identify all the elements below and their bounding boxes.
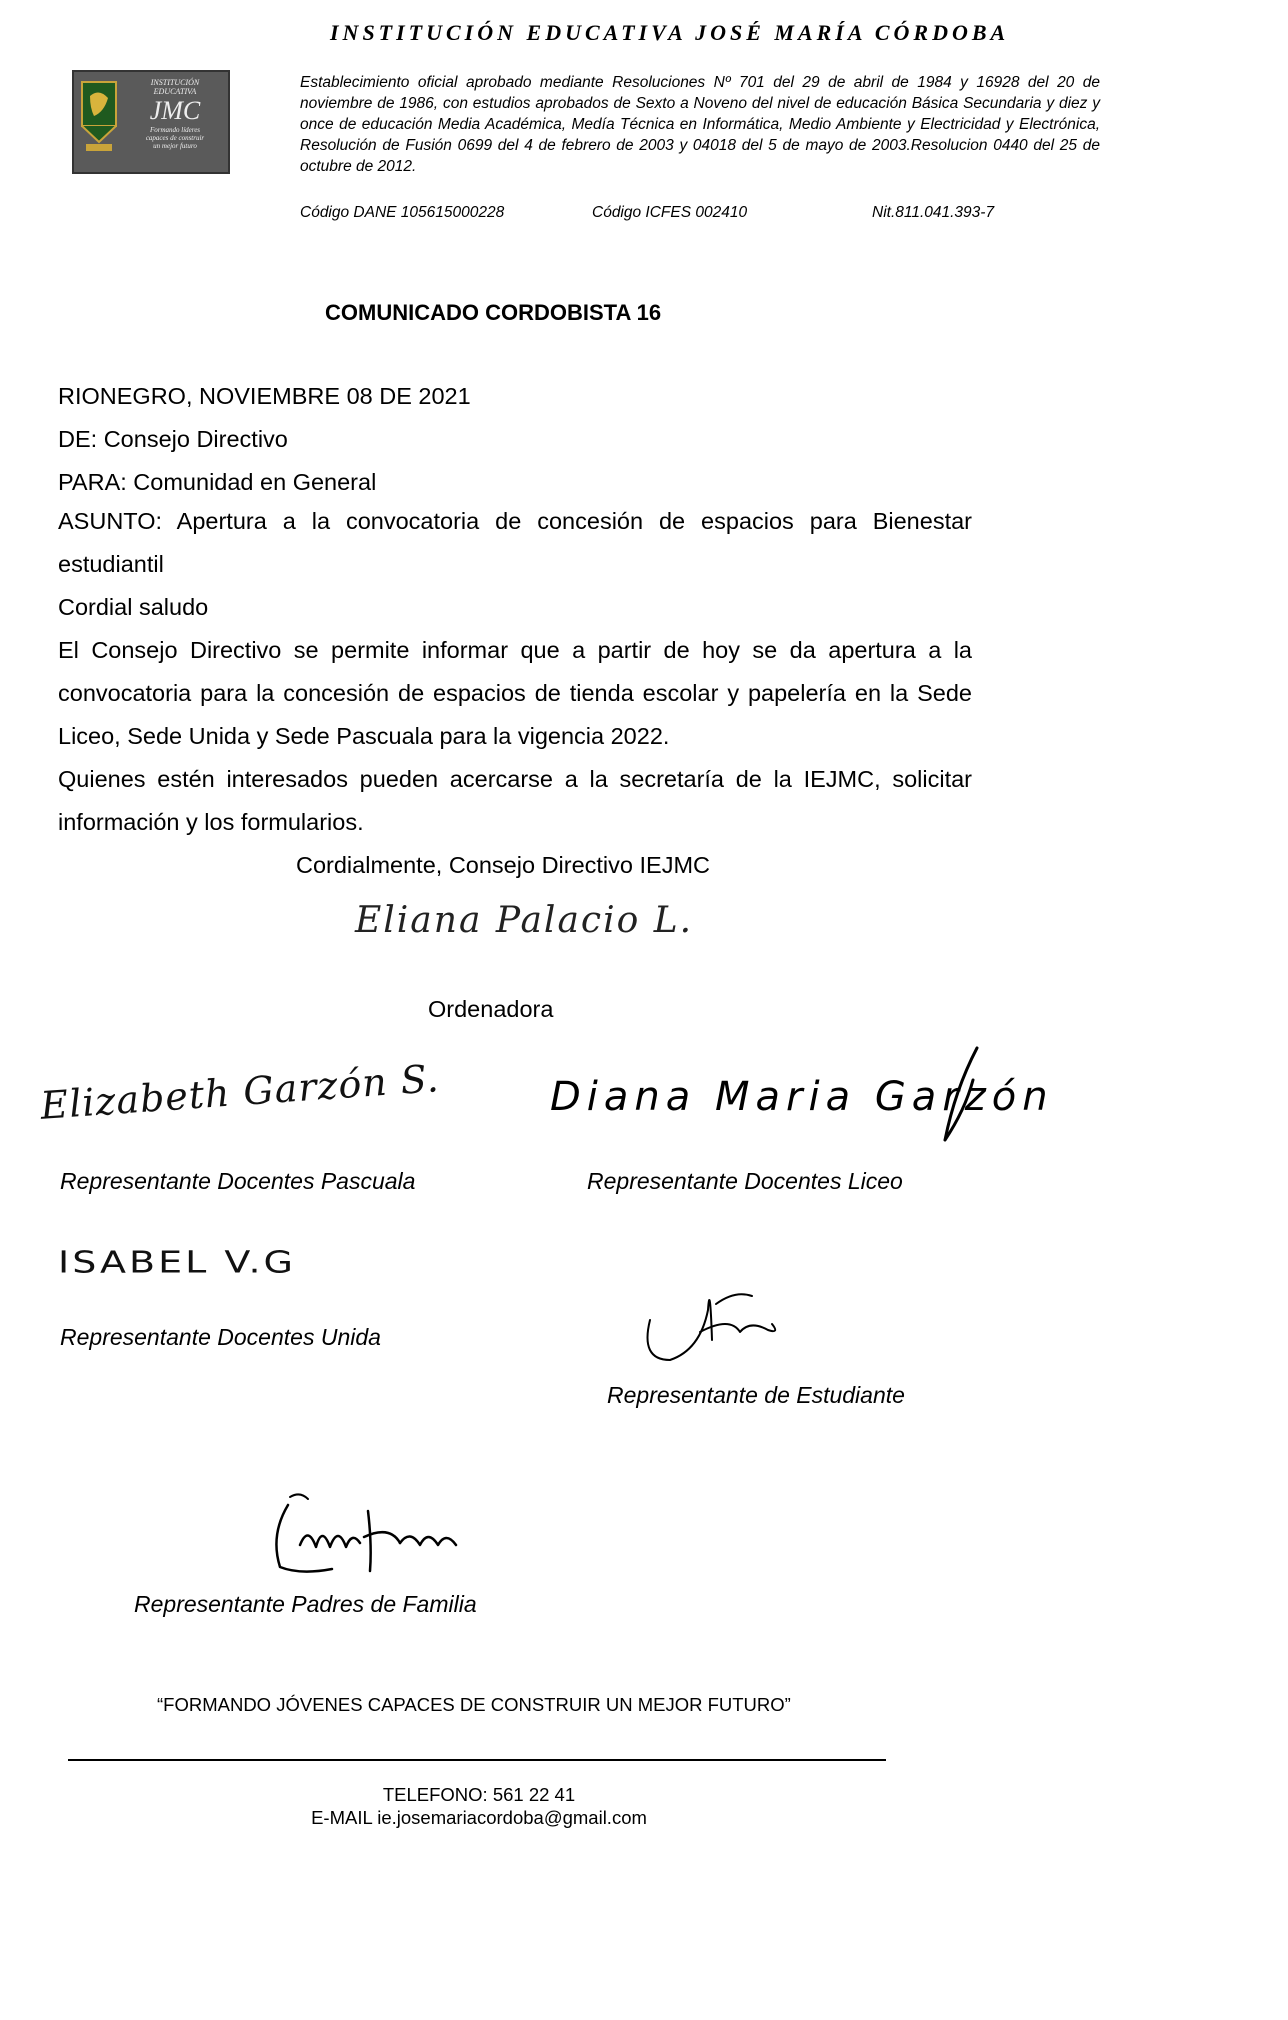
ordenadora-signature: Eliana Palacio L.	[355, 900, 694, 941]
padres-signature-icon	[260, 1485, 500, 1585]
padres-role: Representante Padres de Familia	[134, 1591, 477, 1617]
to-line: PARA: Comunidad en General	[58, 469, 377, 495]
estudiante-signature-icon	[640, 1280, 790, 1370]
body-paragraph-2: Quienes estén interesados pueden acercarse a la secretaría de la IEJMC, solicitar información y los formularios.	[58, 766, 972, 835]
body-paragraph-1: El Consejo Directivo se permite informar que a partir de hoy se da apertura a la convocatoria para la concesión de espacios de tienda escolar y papelería en la Sede Liceo, Sede Unida y Sede Pascuala para la vigencia 2022.	[58, 637, 972, 749]
codigo-icfes: Código ICFES 002410	[592, 204, 748, 221]
logo-initials: JMC	[149, 96, 201, 125]
pascuala-signature: Elizabeth Garzón S.	[38, 1056, 441, 1128]
closing-line: Cordialmente, Consejo Directivo IEJMC	[296, 852, 711, 878]
institution-name: INSTITUCIÓN EDUCATIVA JOSÉ MARÍA CÓRDOBA	[330, 20, 1010, 45]
from-line: DE: Consejo Directivo	[58, 426, 288, 452]
liceo-signature: Diana Maria Garzón	[550, 1074, 1054, 1120]
logo-text-line1: INSTITUCIÓN	[150, 78, 200, 87]
unida-signature: ISABEL V.G	[58, 1244, 296, 1280]
ordenadora-role: Ordenadora	[428, 996, 554, 1022]
nit: Nit.811.041.393-7	[872, 204, 995, 221]
pascuala-role: Representante Docentes Pascuala	[60, 1168, 416, 1194]
logo-slogan3: un mejor futuro	[153, 142, 197, 150]
date-line: RIONEGRO, NOVIEMBRE 08 DE 2021	[58, 383, 471, 409]
logo-slogan2: capaces de construir	[145, 134, 205, 142]
school-logo	[72, 70, 230, 174]
letter-title: COMUNICADO CORDOBISTA 16	[325, 300, 662, 325]
logo-text-line2: EDUCATIVA	[153, 87, 197, 96]
liceo-signature-flourish-icon	[915, 1040, 995, 1150]
footer-divider	[68, 1759, 886, 1761]
greeting: Cordial saludo	[58, 594, 209, 620]
footer-phone: TELEFONO: 561 22 41	[382, 1784, 576, 1805]
subject-line: ASUNTO: Apertura a la convocatoria de concesión de espacios para Bienestar estudiantil	[58, 508, 972, 577]
logo-slogan1: Formando líderes	[149, 126, 201, 134]
liceo-role: Representante Docentes Liceo	[587, 1168, 903, 1194]
school-motto: “FORMANDO JÓVENES CAPACES DE CONSTRUIR UN MEJOR FUTURO”	[157, 1694, 791, 1715]
legal-resolution-text: Establecimiento oficial aprobado mediante Resoluciones Nº 701 del 29 de abril de 1984 y 16928 del 20 de noviembre de 1986, con estudios aprobados de Sexto a Noveno del nivel de educación Básica Secundaria y diez y once de educación Media Académica, Medía Técnica en Informática, Medio Ambiente y Electricidad y Electrónica, Resolución de Fusión 0699 del 4 de febrero de 2003 y 04018 del 5 de mayo de 2003.Resolucion 0440 del 25 de octubre de 2012.	[300, 74, 1100, 175]
footer-email[interactable]: E-MAIL ie.josemariacordoba@gmail.com	[311, 1807, 647, 1828]
unida-role: Representante Docentes Unida	[60, 1324, 381, 1350]
estudiante-role: Representante de Estudiante	[607, 1382, 905, 1408]
codigo-dane: Código DANE 105615000228	[300, 204, 505, 221]
